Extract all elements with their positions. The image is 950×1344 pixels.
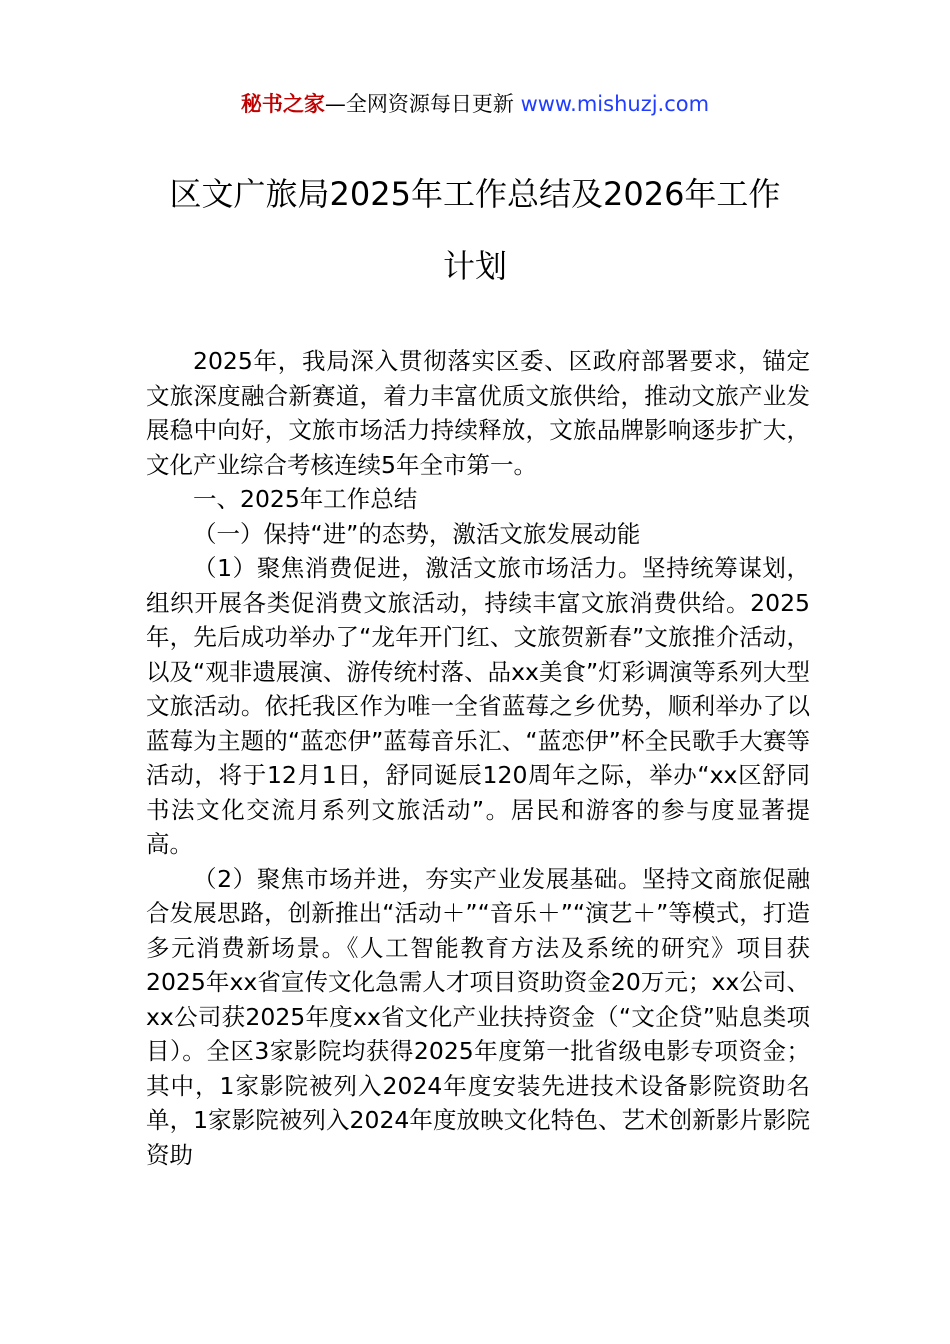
title-line-2: 计划 (442, 247, 507, 285)
body-paragraph-2: （2）聚焦市场并进，夯实产业发展基础。坚持文商旅促融合发展思路，创新推出“活动＋”“音乐＋”“演艺＋”等模式，打造多元消费新场景。《人工智能教育方法及系统的研究》项目获2025年xx省宣传文化急需人才项目资助资金20万元；xx公司、xx公司获2025年度xx省文化产业扶持资金（“文企贷”贴息类项目）。全区3家影院均获得2025年度第一批省级电影专项资金；其中，1家影院被列入2024年度安装先进技术设备影院资助名单，1家影院被列入2024年度放映文化特色、艺术创新影片影院资助 (146, 864, 810, 1169)
body-paragraph-1: （1）聚焦消费促进，激活文旅市场活力。坚持统筹谋划，组织开展各类促消费文旅活动，持续丰富文旅消费供给。2025年，先后成功举办了“龙年开门红、文旅贺新春”文旅推介活动，以及“观非遗展演、游传统村落、品xx美食”灯彩调演等系列大型文旅活动。依托我区作为唯一全省蓝莓之乡优势，顺利举办了以蓝莓为主题的“蓝恋伊”蓝莓音乐汇、“蓝恋伊”杯全民歌手大赛等活动，将于12月1日，舒同诞辰120周年之际，举办“xx区舒同书法文化交流月系列文旅活动”。居民和游客的参与度显著提高。 (146, 554, 810, 858)
document-body (146, 344, 810, 1172)
document-title (120, 158, 830, 302)
subsection-heading-1: （一）保持“进”的态势，激活文旅发展动能 (193, 519, 641, 548)
slogan-text: —全网资源每日更新 (324, 92, 521, 116)
intro-paragraph: 2025年，我局深入贯彻落实区委、区政府部署要求，锚定文旅深度融合新赛道，着力丰富优质文旅供给，推动文旅产业发展稳中向好，文旅市场活力持续释放，文旅品牌影响逐步扩大，文化产业综合考核连续5年全市第一。 (146, 347, 810, 479)
brand-name: 秘书之家 (240, 92, 325, 116)
section-heading-1: 一、2025年工作总结 (193, 485, 418, 513)
site-url-link[interactable]: www.mishuzj.com (520, 92, 710, 116)
header-banner (0, 88, 950, 120)
title-line-1: 区文广旅局2025年工作总结及2026年工作 (169, 175, 781, 213)
